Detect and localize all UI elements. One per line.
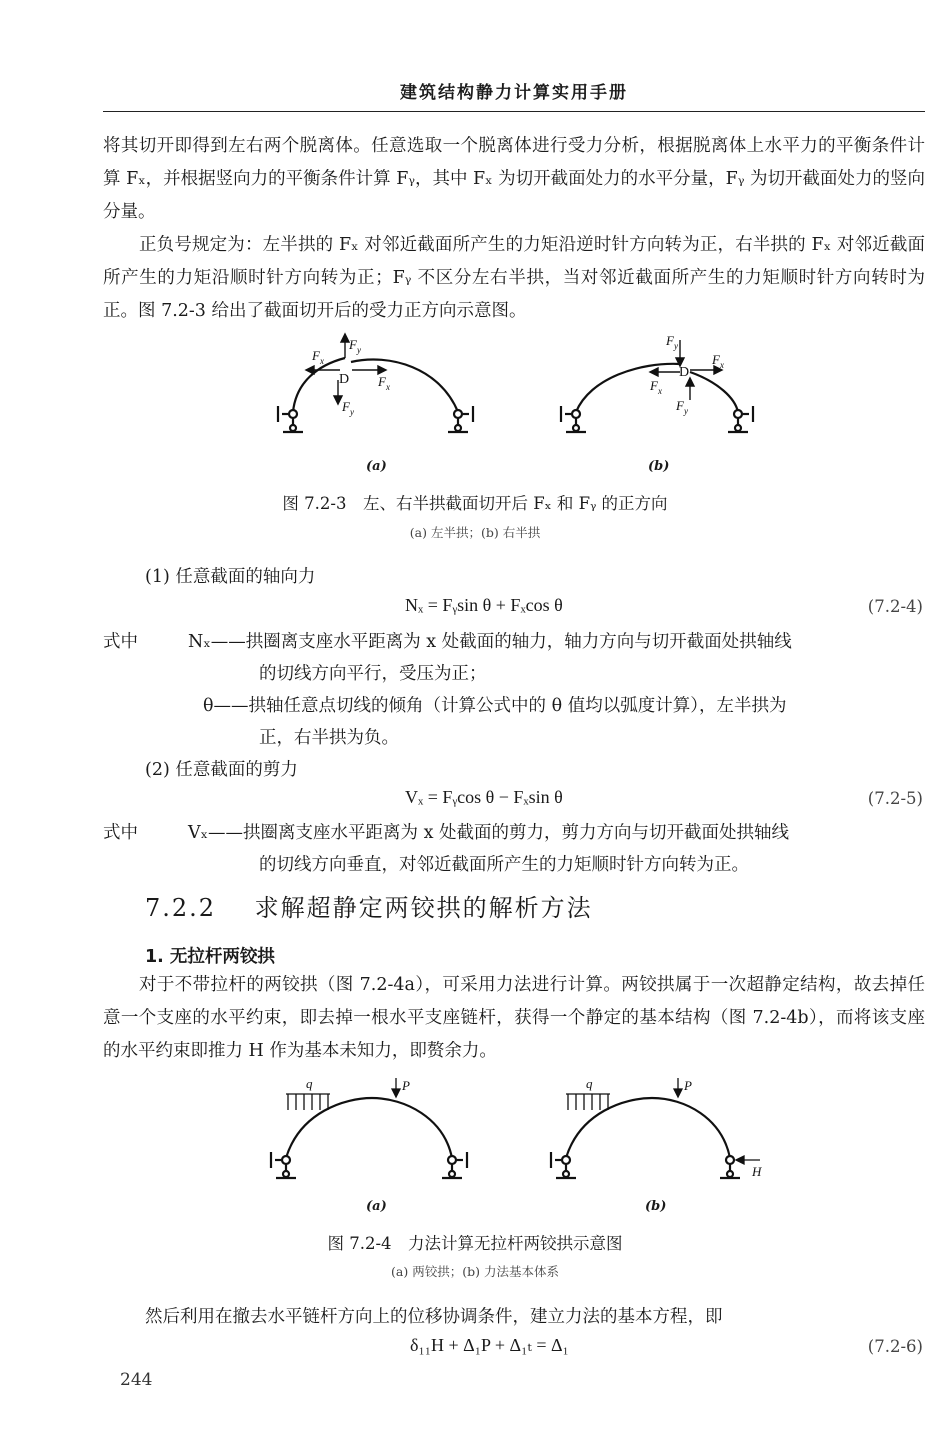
fig723a-fx-right-label: F: [378, 374, 386, 389]
fig723b-fx-left-sub: x: [658, 386, 662, 396]
fig724-caption: 图 7.2-4 力法计算无拉杆两铰拱示意图: [327, 1234, 623, 1253]
sign-rule-paragraph: 正负号规定为：左半拱的 Fₓ 对邻近截面所产生的力矩沿逆时针方向转为正，右半拱的 Fₓ 对邻近截面所产生的力矩沿顺时针方向转为正；Fᵧ 不区分左右半拱，当对邻近截面所产生的力矩顺时针方向转时为正。图 7.2-3 给出了截面切开后的受力正方向示意图。: [103, 235, 925, 321]
running-header: 建筑结构静力计算实用手册: [400, 83, 628, 103]
fig723-caption: 图 7.2-3 左、右半拱截面切开后 Fₓ 和 Fᵧ 的正方向: [282, 494, 668, 513]
axial-where: 式中: [103, 632, 138, 652]
section-number: 7.2.2: [145, 894, 217, 922]
shear-def-line2: 的切线方向垂直，对邻近截面所产生的力矩顺时针方向转为正。: [259, 855, 749, 875]
section-body-paragraph: 对于不带拉杆的两铰拱（图 7.2-4a），可采用力法进行计算。两铰拱属于一次超静定结构，故去掉任意一个支座的水平约束，即去掉一根水平支座链杆，获得一个静定的基本结构（图 7.2-4b），而将该支座的水平约束即推力 H 作为基本未知力，即赘余力。: [103, 975, 925, 1061]
axial-def2-line2: 正，右半拱为负。: [259, 728, 399, 748]
axial-formula: Nₓ = Fᵧsin θ + Fₓcos θ: [405, 595, 563, 615]
fig724a-q-label: q: [306, 1076, 313, 1091]
fig724a-arch: [271, 1098, 467, 1178]
fig724b-q-label: q: [586, 1076, 593, 1091]
fig723b-fx-right-label: F: [712, 352, 720, 367]
closing-formula: δ₁₁H + Δ₁P + Δ₁ₜ = Δ₁: [410, 1335, 569, 1355]
closing-paragraph: 然后利用在撤去水平链杆方向上的位移协调条件，建立力法的基本方程，即: [145, 1307, 723, 1327]
axial-def1-line2: 的切线方向平行，受压为正；: [259, 664, 487, 684]
fig723b-fy-top-label: F: [666, 333, 674, 348]
axial-def1-line1: Nₓ——拱圈离支座水平距离为 x 处截面的轴力，轴力方向与切开截面处拱轴线: [188, 632, 792, 652]
fig723a-fy-up-sub: y: [357, 345, 361, 355]
fig724a-p-label: P: [402, 1078, 410, 1093]
fig724-subcaption: (a) 两铰拱；(b) 力法基本体系: [391, 1264, 559, 1279]
fig723a-fx-left-label: F: [312, 348, 320, 363]
subsection-title: 1. 无拉杆两铰拱: [145, 947, 275, 967]
shear-formula: Vₓ = Fᵧcos θ − Fₓsin θ: [405, 787, 563, 807]
fig723a-d-label: D: [339, 372, 350, 387]
closing-eqnum: (7.2-6): [867, 1337, 923, 1356]
fig723a-fx-left-sub: x: [320, 356, 324, 366]
shear-def-line1: Vₓ——拱圈离支座水平距离为 x 处截面的剪力，剪力方向与切开截面处拱轴线: [188, 823, 790, 843]
fig724b-h-label: H: [752, 1164, 762, 1179]
fig723b-fx-right-sub: x: [720, 360, 724, 370]
shear-heading: (2) 任意截面的剪力: [145, 760, 298, 780]
fig723b-fy-bottom-label: F: [676, 398, 684, 413]
fig723a-fy-down-sub: y: [350, 407, 354, 417]
fig723-subcaption: (a) 左半拱；(b) 右半拱: [409, 525, 541, 540]
fig724-sub-a-label: (a): [366, 1199, 387, 1214]
axial-eqnum: (7.2-4): [867, 597, 923, 616]
fig723a-fy-up-label: F: [349, 337, 357, 352]
fig723-sub-a-label: (a): [366, 459, 387, 474]
page-number: 244: [120, 1370, 153, 1390]
fig724b-arch: [551, 1098, 740, 1178]
fig724-sub-b-label: (b): [645, 1199, 667, 1214]
shear-eqnum: (7.2-5): [867, 789, 923, 808]
intro-paragraph: 将其切开即得到左右两个脱离体。任意选取一个脱离体进行受力分析，根据脱离体上水平力的平衡条件计算 Fₓ，并根据竖向力的平衡条件计算 Fᵧ，其中 Fₓ 为切开截面处力的水平分量，Fᵧ 为切开截面处力的竖向分量。: [103, 136, 925, 222]
fig723a-fx-right-sub: x: [386, 382, 390, 392]
fig723b-fx-left-label: F: [650, 378, 658, 393]
fig724a-loads: [286, 1078, 400, 1110]
axial-heading: (1) 任意截面的轴向力: [145, 567, 316, 587]
section-title-text: 求解超静定两铰拱的解析方法: [254, 894, 593, 922]
shear-where: 式中: [103, 823, 138, 843]
fig723b-fy-top-sub: y: [674, 341, 678, 351]
fig724b-p-label: P: [684, 1078, 692, 1093]
fig723a-fy-down-label: F: [342, 399, 350, 414]
axial-def2-line1: θ——拱轴任意点切线的倾角（计算公式中的 θ 值均以弧度计算），左半拱为: [203, 696, 787, 716]
fig723b-d-label: D: [679, 365, 690, 380]
fig724b-loads: [566, 1078, 760, 1164]
fig723b-fy-bottom-sub: y: [684, 406, 688, 416]
fig723-sub-b-label: (b): [648, 459, 670, 474]
